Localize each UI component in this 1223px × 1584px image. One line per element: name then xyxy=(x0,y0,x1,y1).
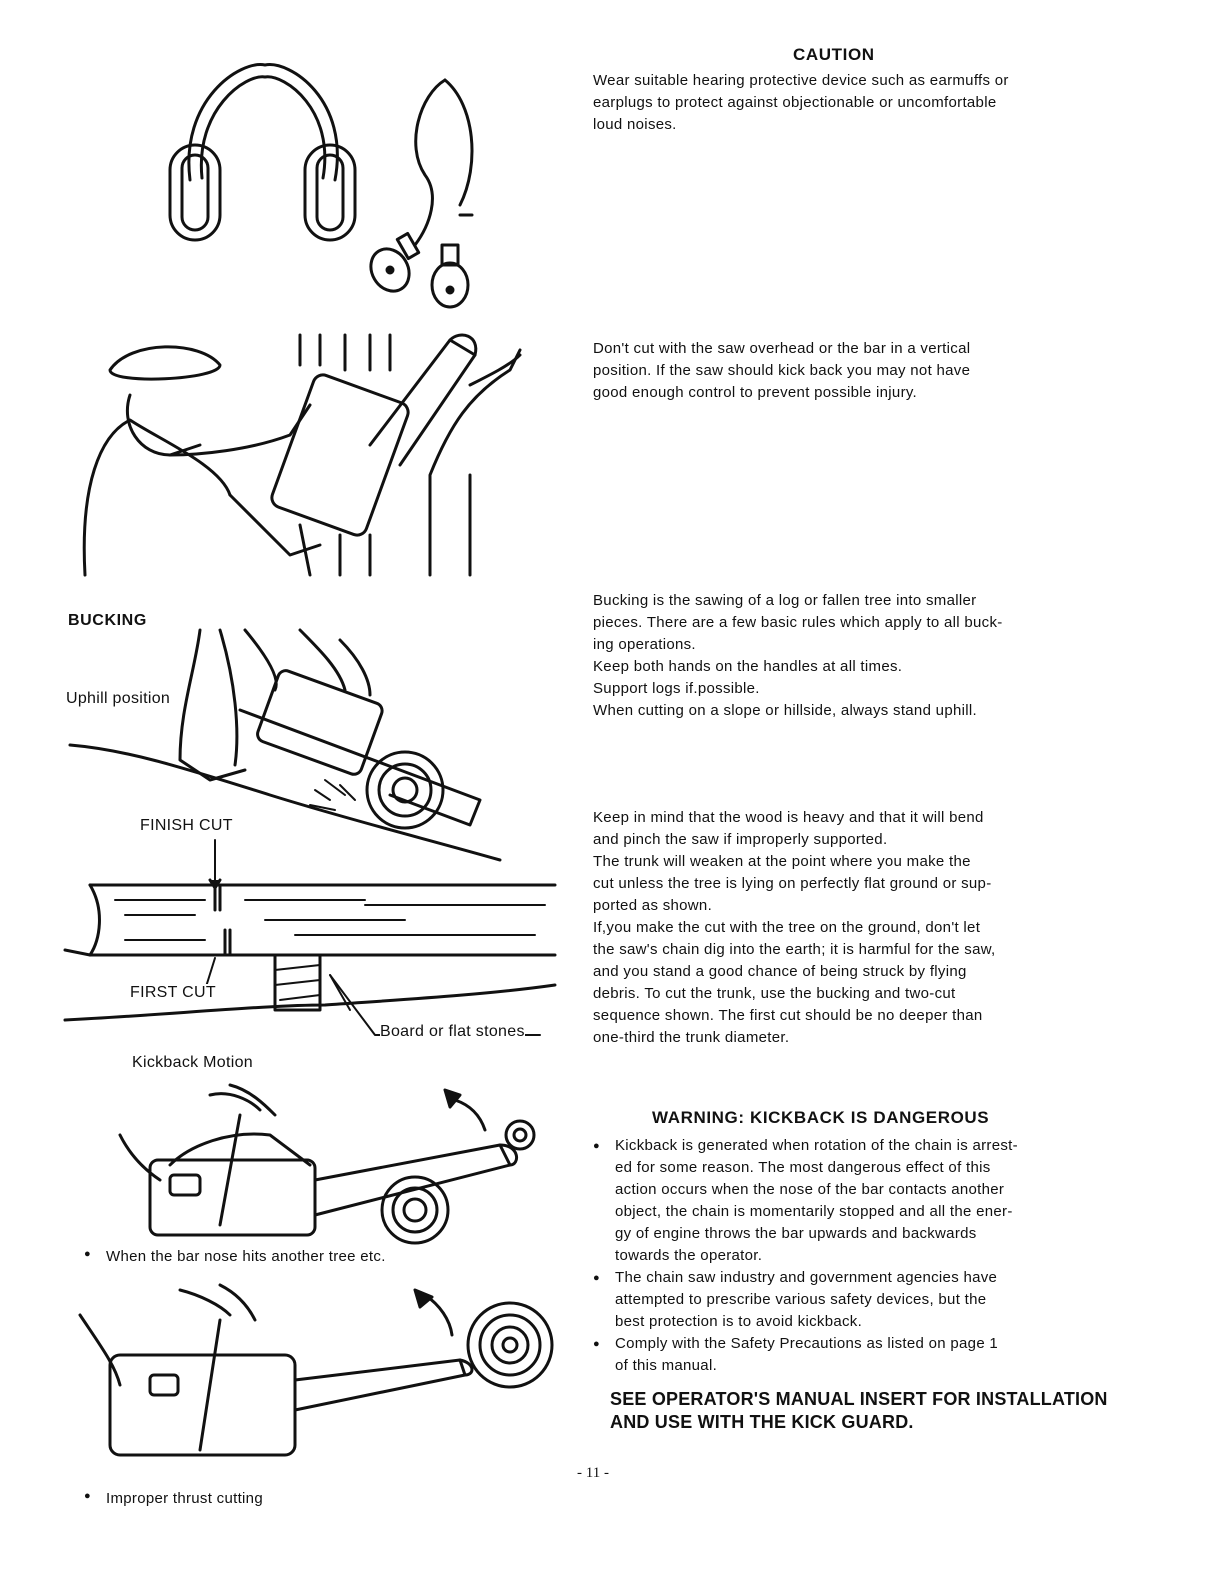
kickback-caption-thrust: ● Improper thrust cutting xyxy=(84,1490,1223,1507)
caution-heading: CAUTION xyxy=(793,45,875,64)
caution-line: Wear suitable hearing protective device such as earmuffs or xyxy=(593,72,1009,89)
finish-cut-label: FINISH CUT xyxy=(140,817,233,834)
warning-line: best protection is to avoid kickback. xyxy=(615,1313,863,1330)
warning-line: object, the chain is momentarily stopped and all the ener- xyxy=(615,1203,1013,1220)
bucking-line: When cutting on a slope or hillside, always stand uphill. xyxy=(593,702,977,719)
bucking-line: pieces. There are a few basic rules which apply to all buck- xyxy=(593,614,1003,631)
overhead-line: good enough control to prevent possible injury. xyxy=(593,384,918,401)
weight-line: If,you make the cut with the tree on the ground, don't let xyxy=(593,919,981,936)
weight-line: sequence shown. The first cut should be no deeper than xyxy=(593,1007,983,1024)
weight-line: ported as shown. xyxy=(593,897,713,914)
notice-line: SEE OPERATOR'S MANUAL INSERT FOR INSTALLATION xyxy=(610,1389,1108,1409)
warning-line: ● The chain saw industry and government agencies have xyxy=(615,1269,998,1286)
overhead-line: position. If the saw should kick back you may not have xyxy=(593,362,971,379)
bucking-intro-text xyxy=(593,590,1085,722)
kick-guard-notice xyxy=(610,1388,1108,1434)
bucking-line: Bucking is the sawing of a log or fallen tree into smaller xyxy=(593,592,977,609)
warning-line: attempted to prescribe various safety devices, but the xyxy=(615,1291,987,1308)
bucking-weight-text xyxy=(593,807,1085,1049)
weight-line: cut unless the tree is lying on perfectly flat ground or sup- xyxy=(593,875,992,892)
page-number: - 11 - xyxy=(577,1465,609,1481)
warning-line: ● Kickback is generated when rotation of the chain is arrest- xyxy=(615,1137,1018,1154)
weight-line: and you stand a good chance of being struck by flying xyxy=(593,963,967,980)
earplugs-illustration xyxy=(360,75,500,315)
bucking-line: ing operations. xyxy=(593,636,696,653)
bucking-line: Keep both hands on the handles at all times. xyxy=(593,658,903,675)
weight-line: Keep in mind that the wood is heavy and that it will bend xyxy=(593,809,984,826)
caution-text xyxy=(593,70,1085,136)
weight-line: debris. To cut the trunk, use the bucking and two-cut xyxy=(593,985,956,1002)
kickback-motion-label: Kickback Motion xyxy=(132,1054,253,1071)
caution-line: loud noises. xyxy=(593,116,677,133)
caution-line: earplugs to protect against objectionable or uncomfortable xyxy=(593,94,997,111)
bucking-line: Support logs if.possible. xyxy=(593,680,760,697)
kickback-caption-bar-nose: ● When the bar nose hits another tree etc. xyxy=(84,1248,1223,1265)
first-cut-label: FIRST CUT xyxy=(130,984,216,1001)
warning-bullets xyxy=(593,1135,1085,1377)
warning-line: ed for some reason. The most dangerous effect of this xyxy=(615,1159,991,1176)
warning-line: gy of engine throws the bar upwards and backwards xyxy=(615,1225,977,1242)
warning-line: of this manual. xyxy=(615,1357,718,1374)
kickback-bar-nose-illustration xyxy=(100,1085,560,1245)
warning-heading: WARNING: KICKBACK IS DANGEROUS xyxy=(652,1108,990,1127)
kickback-thrust-illustration xyxy=(70,1285,550,1465)
overhead-line: Don't cut with the saw overhead or the bar in a vertical xyxy=(593,340,971,357)
warning-line: action occurs when the nose of the bar contacts another xyxy=(615,1181,1005,1198)
board-label: Board or flat stones xyxy=(380,1023,525,1040)
uphill-bucking-illustration xyxy=(70,630,500,860)
warning-bullet xyxy=(593,1135,1085,1267)
bucking-heading: BUCKING xyxy=(68,612,147,629)
warning-bullet xyxy=(593,1333,1085,1377)
notice-line: AND USE WITH THE KICK GUARD. xyxy=(610,1412,914,1432)
overhead-warning-text xyxy=(593,338,1085,404)
weight-line: The trunk will weaken at the point where you make the xyxy=(593,853,971,870)
overhead-cutting-illustration xyxy=(70,325,530,575)
warning-line: ● Comply with the Safety Precautions as listed on page 1 xyxy=(615,1335,999,1352)
uphill-position-label: Uphill position xyxy=(66,690,171,707)
warning-bullet xyxy=(593,1267,1085,1333)
weight-line: and pinch the saw if improperly supported. xyxy=(593,831,888,848)
weight-line: the saw's chain dig into the earth; it is harmful for the saw, xyxy=(593,941,996,958)
weight-line: one-third the trunk diameter. xyxy=(593,1029,790,1046)
warning-line: towards the operator. xyxy=(615,1247,763,1264)
